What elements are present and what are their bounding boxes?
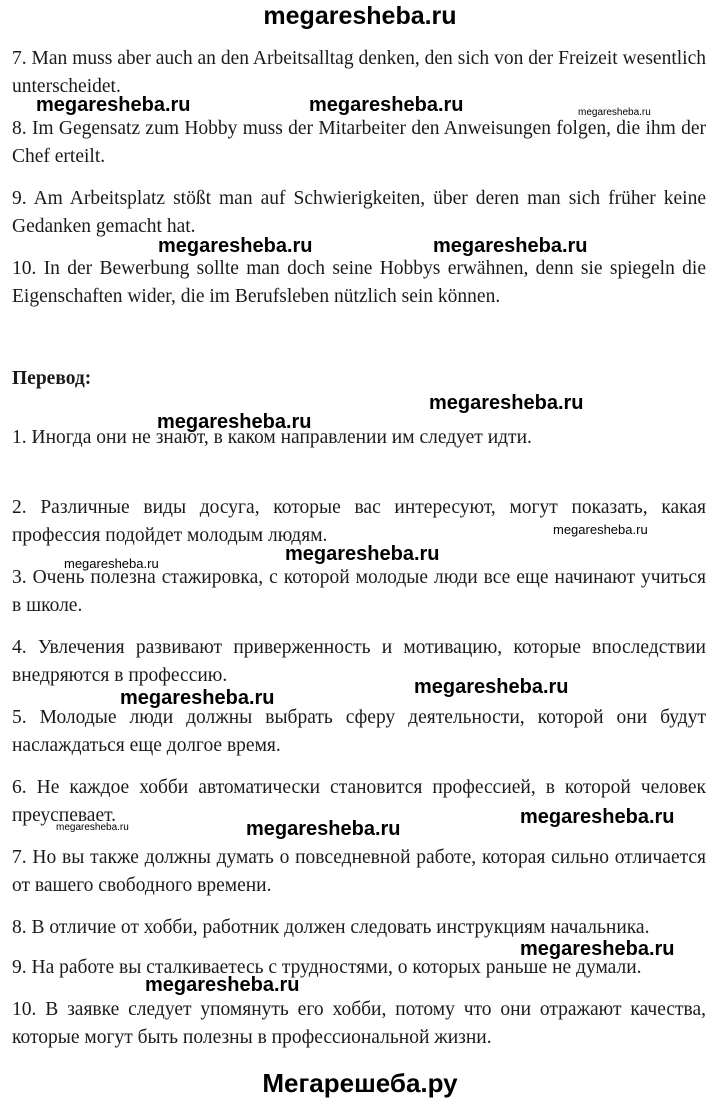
- watermark: megaresheba.ru: [285, 543, 440, 565]
- translation-item-10: 10. В заявке следует упомянуть его хобби, потому что они отражают качества, которые могут быть полезны в профессиональной жизни.: [12, 999, 706, 1048]
- translation-item-8: 8. В отличие от хобби, работник должен следовать инструкциям начальника.: [12, 917, 650, 938]
- german-item-8: 8. Im Gegensatz zum Hobby muss der Mitarbeiter den Anweisungen folgen, die ihm der Chef erteilt.: [12, 118, 706, 167]
- watermark: megaresheba.ru: [553, 522, 648, 537]
- watermark: megaresheba.ru: [433, 235, 588, 257]
- german-item-10: 10. In der Bewerbung sollte man doch seine Hobbys erwähnen, denn sie spiegeln die Eigenschaften wider, die im Berufsleben nützlich sein können.: [12, 258, 706, 307]
- watermark: megaresheba.ru: [56, 822, 129, 833]
- site-header: megaresheba.ru: [263, 2, 457, 30]
- watermark: megaresheba.ru: [158, 235, 313, 257]
- watermark: megaresheba.ru: [520, 806, 675, 828]
- translation-item-9: 9. На работе вы сталкиваетесь с трудностями, о которых раньше не думали.: [12, 957, 642, 978]
- watermark: megaresheba.ru: [414, 676, 569, 698]
- watermark: megaresheba.ru: [429, 392, 584, 414]
- watermark: megaresheba.ru: [520, 938, 675, 960]
- german-item-7: 7. Man muss aber auch an den Arbeitsalltag denken, den sich von der Freizeit wesentlich unterscheidet.: [12, 48, 706, 97]
- watermark: megaresheba.ru: [64, 556, 159, 571]
- translation-item-7: 7. Но вы также должны думать о повседневной работе, которая сильно отличается от вашего свободного времени.: [12, 847, 706, 896]
- translation-item-2: 2. Различные виды досуга, которые вас интересуют, могут показать, какая профессия подойдет молодым людям.: [12, 497, 706, 546]
- watermark: megaresheba.ru: [157, 411, 312, 433]
- watermark: megaresheba.ru: [578, 107, 651, 118]
- watermark: megaresheba.ru: [246, 818, 401, 840]
- translation-item-4: 4. Увлечения развивают приверженность и мотивацию, которые впоследствии внедряются в профессию.: [12, 637, 706, 686]
- translation-item-5: 5. Молодые люди должны выбрать сферу деятельности, которой они будут наслаждаться еще долгое время.: [12, 707, 706, 756]
- watermark: megaresheba.ru: [145, 974, 300, 996]
- translation-item-6: 6. Не каждое хобби автоматически становится профессией, в которой человек преуспевает.: [12, 777, 706, 826]
- translation-item-1: 1. Иногда они не знают, в каком направлении им следует идти.: [12, 427, 532, 448]
- watermark: megaresheba.ru: [36, 94, 191, 116]
- watermark: megaresheba.ru: [309, 94, 464, 116]
- site-footer: Мегарешеба.ру: [262, 1068, 458, 1098]
- watermark: megaresheba.ru: [120, 687, 275, 709]
- translation-heading: Перевод:: [12, 368, 92, 389]
- translation-item-3: 3. Очень полезна стажировка, с которой молодые люди все еще начинают учиться в школе.: [12, 567, 706, 616]
- german-item-9: 9. Am Arbeitsplatz stößt man auf Schwierigkeiten, über deren man sich früher keine Gedanken gemacht hat.: [12, 188, 706, 237]
